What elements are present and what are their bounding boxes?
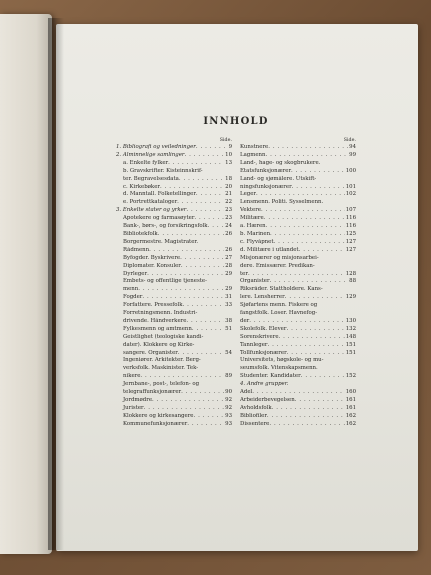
toc-entry (116, 271, 232, 279)
toc-left-column (116, 138, 232, 429)
toc-entry (240, 310, 356, 318)
toc-leader-dots (181, 389, 224, 397)
toc-entry-label: ter. Begravelsesdata (123, 175, 179, 182)
toc-page-number: 130 (345, 317, 356, 324)
toc-entry (116, 381, 232, 389)
toc-leader-dots (295, 397, 345, 405)
toc-entry-label: Embets- og offentlige tjeneste- (123, 278, 207, 285)
toc-leader-dots (152, 397, 224, 405)
toc-page-number: 21 (225, 191, 232, 198)
toc-page-number: 93 (225, 412, 232, 419)
toc-page-number: 162 (345, 412, 356, 419)
toc-page-number: 13 (225, 159, 232, 166)
toc-entry-label: Forfattere. Pressefolk (123, 302, 183, 309)
toc-page-number: 93 (225, 420, 232, 427)
toc-entry (116, 231, 232, 239)
toc-entry-label: Kommunefunksjonærer (123, 420, 188, 427)
toc-entry-label: Vektere (240, 207, 261, 214)
toc-entry (116, 373, 232, 381)
toc-page-number: 127 (345, 246, 356, 253)
toc-entry (116, 350, 232, 358)
toc-entry-label: e. Portrettkataloger (123, 199, 178, 206)
toc-leader-dots (178, 350, 224, 358)
toc-leader-dots (196, 191, 224, 199)
toc-leader-dots (186, 318, 224, 326)
toc-entry (240, 334, 356, 342)
toc-page-number: 9 (228, 144, 232, 150)
toc-entry-label: 4. Andre grupper. (240, 381, 289, 388)
toc-entry-label: fangstfolk. Loser. Havnefog- (240, 310, 318, 317)
toc-entry-label: Misjonærer og misjonsarbei- (240, 254, 319, 261)
toc-page-number: 161 (345, 397, 356, 403)
toc-entry-label: Geistlighet (teologiske kandi- (123, 333, 204, 340)
toc-entry-label: Jordmødre (123, 397, 153, 403)
toc-leader-dots (184, 152, 224, 160)
toc-entry (240, 160, 356, 168)
toc-entry (240, 286, 356, 294)
toc-leader-dots (149, 247, 224, 255)
toc-leader-dots (138, 286, 224, 294)
toc-page-number: 27 (225, 254, 232, 261)
toc-entry-label: Byfogder. Byskrivere (123, 254, 181, 261)
toc-leader-dots (183, 302, 225, 310)
toc-entry (116, 199, 232, 207)
toc-page-number: 92 (225, 397, 232, 403)
toc-entry (240, 271, 356, 279)
toc-page-number: 101 (345, 183, 356, 190)
toc-leader-dots (186, 207, 224, 215)
toc-entry-label: Adel (240, 389, 253, 396)
toc-leader-dots (158, 231, 224, 239)
toc-entry (116, 247, 232, 255)
toc-entry-label: seumsfolk. Vitenskapsmenn. (240, 365, 318, 372)
toc-leader-dots (261, 207, 345, 215)
toc-entry-label: dater). Klokkere og Kirke- (123, 341, 195, 348)
toc-entry (240, 318, 356, 326)
toc-page-number: 92 (225, 404, 232, 411)
toc-leader-dots (301, 373, 345, 381)
toc-page-number: 90 (225, 389, 232, 396)
toc-entry (116, 318, 232, 326)
toc-entry-label: Riksråder. Stattholdere. Kans- (240, 286, 323, 293)
toc-entry-label: Ingeniører. Arkitekter. Berg- (123, 357, 201, 364)
side-label-right: Side. (343, 138, 356, 143)
toc-page-number: 94 (349, 144, 356, 150)
toc-page-number: 102 (345, 191, 356, 198)
toc-entry (116, 215, 232, 223)
toc-entry (240, 207, 356, 215)
toc-entry-label: 3. Enkelte stater og yrker (116, 207, 187, 214)
toc-page-number: 151 (345, 349, 356, 356)
toc-entry-label: telegraffunksjonærer (123, 389, 182, 396)
toc-leader-dots (256, 191, 345, 199)
toc-page-number: 26 (225, 246, 232, 253)
toc-columns (116, 138, 356, 429)
toc-entry (240, 239, 356, 247)
toc-page-number: 89 (225, 373, 232, 380)
toc-entry (116, 286, 232, 294)
toc-entry (240, 397, 356, 405)
toc-entry-label: Bibliotekfolk (123, 230, 158, 237)
toc-page-number: 28 (225, 262, 232, 269)
toc-entry-label: sangere. Organister (123, 349, 178, 356)
toc-page-number: 23 (225, 215, 232, 222)
toc-entry (240, 231, 356, 239)
toc-leader-dots (194, 413, 225, 421)
toc-entry (116, 310, 232, 318)
toc-entry (240, 365, 356, 373)
toc-entry (240, 421, 356, 429)
left-page-edge (0, 14, 52, 554)
toc-page-number: 24 (225, 223, 232, 230)
toc-entry-label: b. Gravskrifter. Kisteinnskrif- (123, 167, 203, 174)
toc-entry (116, 223, 232, 231)
toc-leader-dots (264, 215, 345, 223)
toc-entry-label: Leger (240, 191, 256, 198)
toc-leader-dots (187, 421, 224, 429)
toc-leader-dots (140, 373, 224, 381)
toc-entry (240, 263, 356, 271)
toc-entry-label: Studenter. Kandidater (240, 373, 301, 380)
toc-leader-dots (272, 405, 345, 413)
toc-entry (240, 342, 356, 350)
toc-entry-label: Lensmenn. Politi. Sysselmenn. (240, 199, 324, 206)
toc-entry-label: nikere (123, 373, 141, 380)
toc-entry-label: Apotekere og farmasøyter (123, 215, 195, 222)
toc-entry (116, 278, 232, 286)
toc-entry-label: Land-, hage- og skogbrukere. (240, 159, 321, 166)
toc-page-number: 128 (345, 270, 356, 277)
toc-page-number: 10 (225, 151, 232, 158)
toc-entry (240, 389, 356, 397)
toc-leader-dots (196, 144, 228, 152)
toc-leader-dots (168, 160, 224, 168)
toc-entry-label: drivende. Håndverkere (123, 317, 187, 324)
toc-entry (116, 365, 232, 373)
toc-entry (116, 413, 232, 421)
toc-entry-label: a. Enkelte fylker (123, 159, 169, 166)
toc-page-number: 107 (345, 207, 356, 214)
toc-entry (240, 381, 356, 389)
toc-leader-dots (292, 184, 345, 192)
toc-entry-label: lere. Lensherrer (240, 294, 285, 301)
toc-leader-dots (279, 334, 345, 342)
toc-leader-dots (291, 168, 345, 176)
toc-entry (240, 255, 356, 263)
toc-entry-label: dere. Emissærer. Predikan- (240, 262, 315, 269)
toc-entry (240, 357, 356, 365)
toc-leader-dots (180, 255, 224, 263)
toc-page-number: 54 (225, 349, 232, 356)
toc-entry (240, 152, 356, 160)
toc-right-column (240, 138, 356, 429)
toc-leader-dots (267, 342, 344, 350)
toc-leader-dots (270, 278, 349, 286)
toc-entry (116, 184, 232, 192)
toc-entry (116, 176, 232, 184)
toc-entry-label: Universitets, høgskole- og mu- (240, 357, 324, 364)
toc-entry-label: Tollfunksjonærer (240, 349, 287, 356)
toc-entry-label: Dyrleger (123, 270, 148, 277)
toc-entry (240, 191, 356, 199)
toc-page-number: 29 (225, 286, 232, 293)
toc-entry (240, 413, 356, 421)
toc-leader-dots (147, 271, 224, 279)
toc-leader-dots (266, 152, 349, 160)
toc-page-number: 29 (225, 270, 232, 277)
toc-page-number: 20 (225, 183, 232, 190)
toc-entry-label: Arbeiderbevegelsen (240, 397, 295, 403)
toc-entry-label: Sorenskrivere (240, 333, 279, 340)
toc-leader-dots (248, 271, 345, 279)
toc-entry-label: Diplomater. Konsuler (123, 262, 181, 269)
toc-entry (240, 215, 356, 223)
toc-entry (116, 334, 232, 342)
toc-entry-label: c. Kirkebøker (123, 183, 160, 190)
toc-entry-label: a. Hæren (240, 223, 266, 230)
spine-shadow (48, 18, 64, 550)
toc-entry (116, 326, 232, 334)
toc-entry (116, 160, 232, 168)
toc-entry-label: ter (240, 270, 248, 277)
toc-entry (116, 168, 232, 176)
toc-entry-label: Lagmenn (240, 151, 266, 158)
toc-entry (240, 326, 356, 334)
toc-page-number: 33 (225, 302, 232, 309)
toc-leader-dots (270, 231, 345, 239)
toc-page-number: 99 (349, 151, 356, 158)
toc-leader-dots (208, 223, 225, 231)
toc-entry-label: ningsfunksjonærer (240, 183, 292, 190)
toc-entry (240, 176, 356, 184)
toc-entry (240, 278, 356, 286)
toc-entry (240, 223, 356, 231)
toc-entry-label: Kunstnere (240, 144, 269, 150)
toc-page-number: 152 (345, 373, 356, 380)
toc-entry-label: 2. Alminnelige samlinger (116, 151, 185, 158)
toc-entry (116, 239, 232, 247)
toc-page-number: 161 (345, 404, 356, 411)
toc-entry-label: Forretningsmenn. Industri- (123, 310, 198, 317)
toc-entry (116, 294, 232, 302)
toc-entry (116, 144, 232, 152)
toc-entry-label: Fogder (123, 294, 143, 301)
toc-entry-label: c. Flyvåpnet (240, 238, 274, 245)
toc-entry (116, 397, 232, 405)
toc-leader-dots (160, 184, 224, 192)
page-title: INNHOLD (203, 116, 269, 127)
toc-entry-label: Land- og sjømålere. Utskift- (240, 175, 317, 182)
toc-page-number: 132 (345, 325, 356, 332)
toc-entry (240, 373, 356, 381)
toc-entry (240, 184, 356, 192)
toc-page-number: 148 (345, 333, 356, 340)
toc-page-number: 51 (225, 325, 232, 332)
toc-leader-dots (192, 326, 224, 334)
toc-entry-label: Etatsfunksjonærer (240, 167, 292, 174)
toc-page-number: 160 (345, 389, 356, 396)
toc-page-number: 129 (345, 294, 356, 301)
toc-leader-dots (181, 263, 224, 271)
toc-entry (116, 389, 232, 397)
toc-entry-label: Klokkere og kirkesangere (123, 412, 194, 419)
toc-entry (116, 255, 232, 263)
toc-page-number: 18 (225, 175, 232, 182)
toc-leader-dots (266, 223, 345, 231)
toc-entry-label: Tannleger (240, 341, 268, 348)
toc-entry-label: Jurister (123, 404, 144, 411)
toc-entry (240, 350, 356, 358)
toc-entry (116, 342, 232, 350)
toc-page-number: 127 (345, 238, 356, 245)
toc-page-number: 31 (225, 294, 232, 301)
toc-entry (116, 405, 232, 413)
toc-entry-label: Rådmenn (123, 246, 150, 253)
toc-page-number: 22 (225, 199, 232, 206)
toc-entry-label: menn (123, 286, 139, 293)
toc-entry-label: der (240, 317, 250, 324)
toc-entry (240, 247, 356, 255)
toc-entry-label: Dissentere (240, 420, 270, 427)
toc-page-number: 26 (225, 230, 232, 237)
toc-leader-dots (179, 176, 224, 184)
side-label-left: Side. (219, 138, 232, 143)
toc-entry (116, 357, 232, 365)
toc-entry (240, 199, 356, 207)
toc-entry-label: Borgermestre. Magistrater. (123, 238, 199, 245)
toc-leader-dots (194, 215, 224, 223)
toc-leader-dots (299, 247, 345, 255)
toc-leader-dots (142, 294, 224, 302)
toc-entry-label: Bibliofiler (240, 412, 267, 419)
toc-entry (116, 302, 232, 310)
toc-entry-label: Bank-, børs-, og forsikringsfolk (123, 223, 208, 230)
toc-leader-dots (268, 144, 348, 152)
toc-page-number: 38 (225, 317, 232, 324)
toc-entry (240, 168, 356, 176)
toc-entry (116, 207, 232, 215)
toc-page-number: 116 (345, 223, 356, 230)
toc-entry-label: Sjøfartens menn. Fiskere og (240, 302, 318, 309)
toc-entry-label: Jernbane-, post-, telefon- og (123, 381, 200, 388)
toc-entry (240, 294, 356, 302)
toc-entry-label: 1. Bibliografi og veiledninger (116, 144, 196, 150)
toc-leader-dots (286, 326, 344, 334)
toc-leader-dots (287, 350, 345, 358)
toc-page-number: 88 (349, 278, 356, 285)
toc-page-number: 151 (345, 341, 356, 348)
toc-page-number: 116 (345, 215, 356, 222)
toc-entry (240, 405, 356, 413)
toc-entry-label: Organister (240, 278, 270, 285)
toc-leader-dots (274, 239, 345, 247)
toc-leader-dots (267, 413, 345, 421)
toc-leader-dots (249, 318, 344, 326)
toc-entry (116, 191, 232, 199)
toc-leader-dots (269, 421, 344, 429)
toc-leader-dots (144, 405, 225, 413)
toc-entry-label: Militære (240, 215, 264, 222)
toc-leader-dots (177, 199, 224, 207)
toc-page-number: 162 (345, 420, 356, 427)
toc-entry-label: d. Militære i utlandet (240, 246, 299, 253)
toc-entry (240, 302, 356, 310)
toc-entry (240, 144, 356, 152)
toc-leader-dots (252, 389, 344, 397)
toc-leader-dots (285, 294, 345, 302)
toc-entry (116, 263, 232, 271)
toc-page-number: 100 (345, 167, 356, 174)
toc-entry-label: Skolefolk. Elever (240, 325, 287, 332)
toc-entry-label: Avholdsfolk (240, 404, 272, 411)
toc-page-number: 23 (225, 207, 232, 214)
toc-page-number: 125 (345, 230, 356, 237)
toc-entry-label: b. Marinen (240, 230, 271, 237)
toc-entry-label: Fylkesmenn og amtmenn (123, 325, 192, 332)
toc-entry-label: verksfolk. Maskinister. Tek- (123, 365, 199, 372)
toc-entry-label: d. Manntall. Folketellinger (123, 191, 196, 198)
toc-entry (116, 421, 232, 429)
toc-entry (116, 152, 232, 160)
